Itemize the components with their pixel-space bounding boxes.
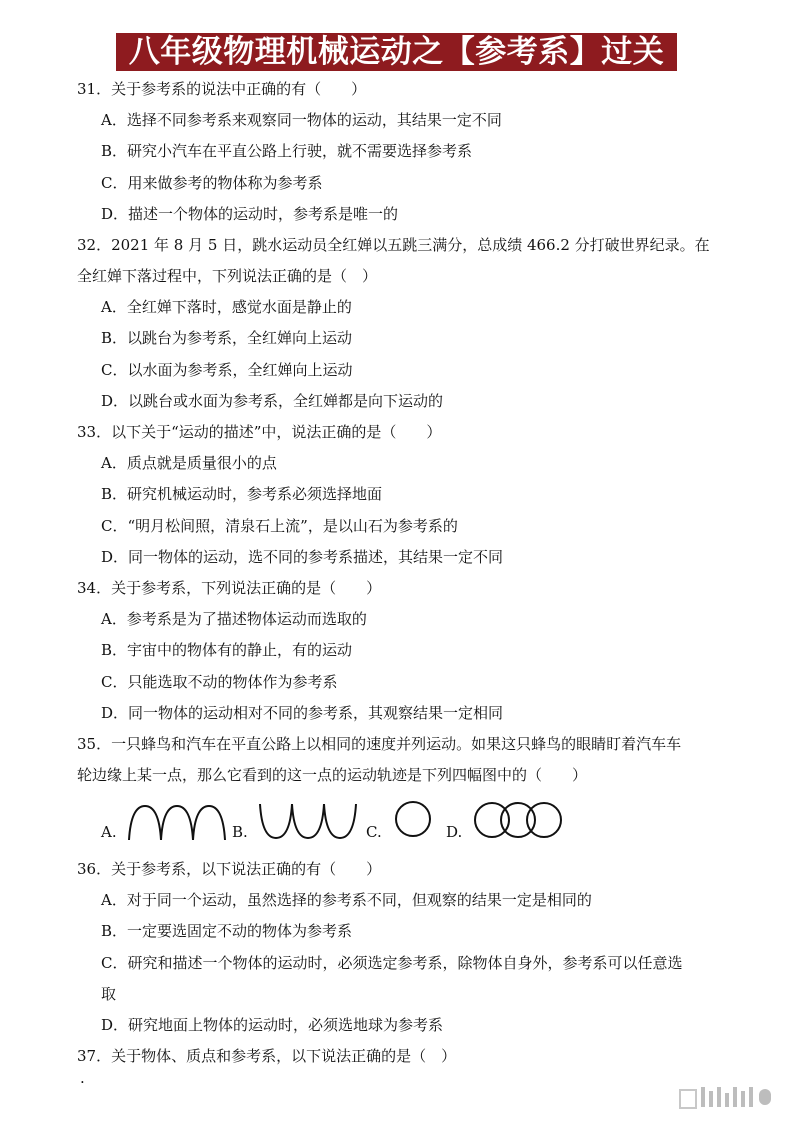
- figure-d-label: D.: [446, 823, 463, 841]
- question-31-stem: 31．关于参考系的说法中正确的有（ ）: [77, 80, 367, 98]
- single-circle-figure: [392, 800, 436, 840]
- question-37-stem: 37．关于物体、质点和参考系，以下说法正确的是（ ）: [77, 1047, 457, 1065]
- page-title: 八年级物理机械运动之【参考系】过关专练: [116, 33, 677, 71]
- question-37-continuation: .: [80, 1069, 85, 1087]
- figure-c-label: C.: [366, 823, 382, 841]
- question-35-stem-line1: 35．一只蜂鸟和汽车在平直公路上以相同的速度并列运动。如果这只蜂鸟的眼睛盯着汽车车: [77, 735, 682, 753]
- question-34-option-a: A．参考系是为了描述物体运动而选取的: [101, 610, 367, 628]
- figure-a-label: A.: [101, 823, 117, 841]
- question-34-option-d: D．同一物体的运动相对不同的参考系，其观察结果一定相同: [101, 704, 504, 722]
- question-33-stem: 33．以下关于“运动的描述”中，说法正确的是（ ）: [77, 423, 442, 441]
- question-33-option-c: C．“明月松间照，清泉石上流”，是以山石为参考系的: [101, 517, 458, 535]
- question-36-option-d: D．研究地面上物体的运动时，必须选地球为参考系: [101, 1016, 444, 1034]
- figure-b-label: B.: [232, 823, 248, 841]
- question-32-option-d: D．以跳台或水面为参考系，全红婵都是向下运动的: [101, 392, 444, 410]
- question-33-option-d: D．同一物体的运动，选不同的参考系描述，其结果一定不同: [101, 548, 504, 566]
- question-31-option-b: B．研究小汽车在平直公路上行驶，就不需要选择参考系: [101, 142, 473, 160]
- question-36-option-b: B．一定要选固定不动的物体为参考系: [101, 922, 353, 940]
- question-35-stem-line2: 轮边缘上某一点，那么它看到的这一点的运动轨迹是下列四幅图中的（ ）: [77, 766, 588, 784]
- question-32-stem-line1: 32．2021 年 8 月 5 日，跳水运动员全红婵以五跳三满分，总成绩 466.2 分打破世界纪录。在: [77, 236, 710, 254]
- question-32-option-c: C．以水面为参考系，全红婵向上运动: [101, 361, 353, 379]
- question-34-stem: 34．关于参考系，下列说法正确的是（ ）: [77, 579, 382, 597]
- watermark-logo: [679, 1083, 775, 1109]
- cycloid-arches-up-figure: [127, 804, 227, 842]
- question-36-option-c-continued: 取: [101, 985, 117, 1003]
- trajectory-figures: [101, 800, 581, 844]
- question-31-option-d: D．描述一个物体的运动时，参考系是唯一的: [101, 205, 399, 223]
- question-32-option-a: A．全红婵下落时，感觉水面是静止的: [101, 298, 352, 316]
- question-34-option-b: B．宇宙中的物体有的静止，有的运动: [101, 641, 353, 659]
- question-34-option-c: C．只能选取不动的物体作为参考系: [101, 673, 338, 691]
- overlapping-circles-figure: [472, 800, 572, 840]
- question-36-option-a: A．对于同一个运动，虽然选择的参考系不同，但观察的结果一定是相同的: [101, 891, 592, 909]
- question-33-option-b: B．研究机械运动时，参考系必须选择地面: [101, 485, 383, 503]
- cycloid-arches-down-figure: [258, 802, 358, 840]
- question-32-option-b: B．以跳台为参考系，全红婵向上运动: [101, 329, 353, 347]
- question-31-option-c: C．用来做参考的物体称为参考系: [101, 174, 323, 192]
- question-32-stem-line2: 全红婵下落过程中，下列说法正确的是（ ）: [77, 267, 378, 285]
- question-36-option-c: C．研究和描述一个物体的运动时，必须选定参考系，除物体自身外，参考系可以任意选: [101, 954, 683, 972]
- question-33-option-a: A．质点就是质量很小的点: [101, 454, 277, 472]
- question-36-stem: 36．关于参考系，以下说法正确的有（ ）: [77, 860, 382, 878]
- question-31-option-a: A．选择不同参考系来观察同一物体的运动，其结果一定不同: [101, 111, 502, 129]
